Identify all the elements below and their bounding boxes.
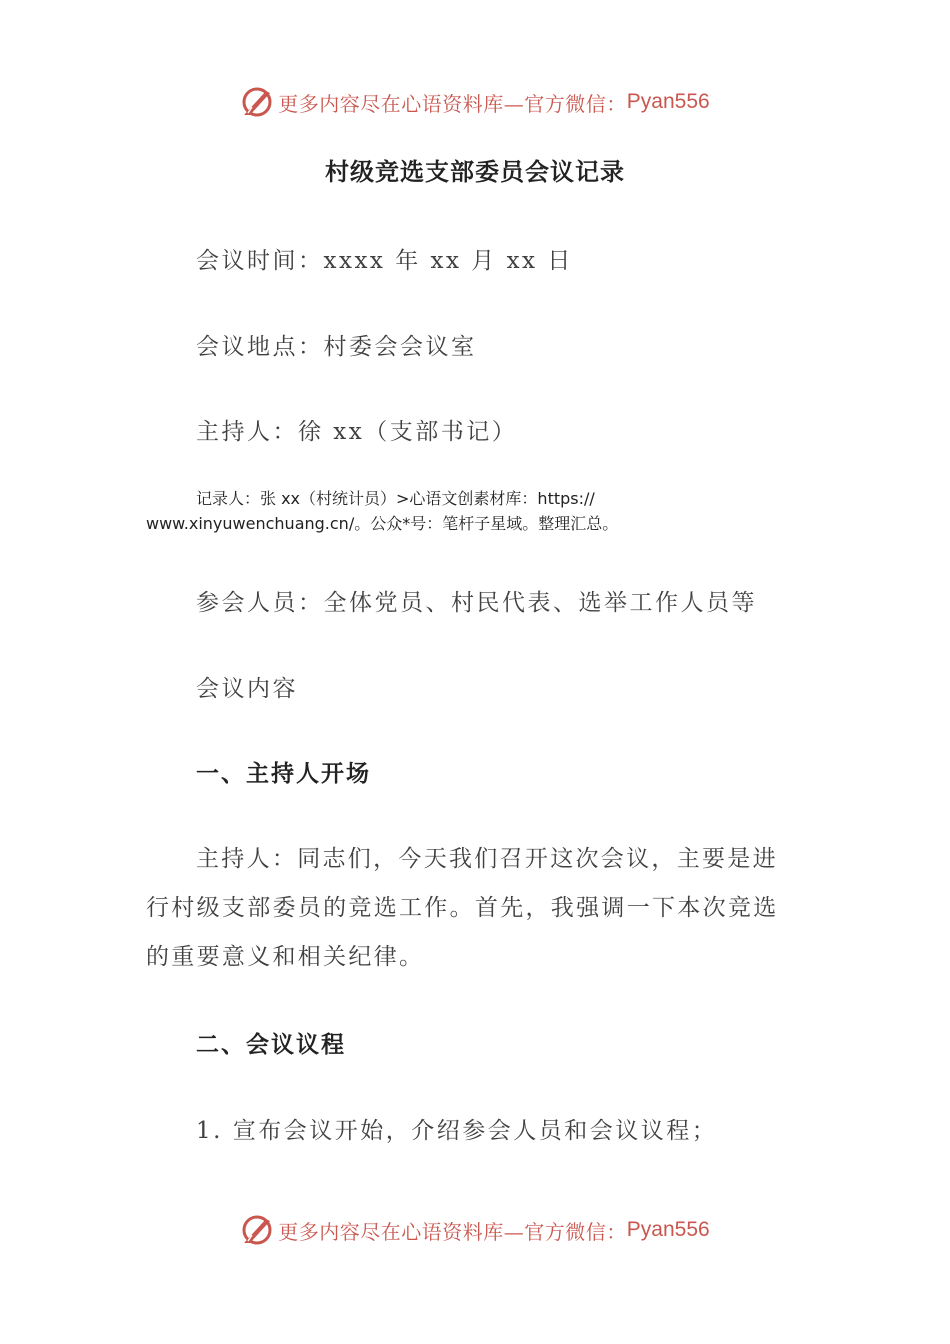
content-label: 会议内容 <box>196 676 298 702</box>
meeting-place: 会议地点：村委会会议室 <box>196 334 477 360</box>
wechat-id: Pyan556 <box>626 90 710 113</box>
wechat-id: Pyan556 <box>626 1218 710 1241</box>
quill-logo-icon <box>240 85 274 119</box>
meeting-host: 主持人：徐 xx（支部书记） <box>196 419 518 445</box>
paragraph-line: 的重要意义和相关纪律。 <box>146 944 425 970</box>
attendees: 参会人员：全体党员、村民代表、选举工作人员等 <box>196 590 757 616</box>
recorder-line-2: www.xinyuwenchuang.cn/。公众*号：笔杆子星域。整理汇总。 <box>146 514 619 533</box>
page-title: 村级竞选支部委员会议记录 <box>325 158 625 186</box>
paragraph-line: 主持人：同志们，今天我们召开这次会议，主要是进 <box>196 846 778 872</box>
section-1-paragraph <box>146 835 796 982</box>
section-1-heading: 一、主持人开场 <box>196 761 371 787</box>
recorder-line-1: 记录人：张 xx（村统计员）>心语文创素材库：https:// <box>196 489 595 508</box>
paragraph-line: 行村级支部委员的竞选工作。首先，我强调一下本次竞选 <box>146 895 779 921</box>
agenda-item-1: 1. 宣布会议开始，介绍参会人员和会议议程； <box>196 1118 718 1144</box>
brand-text: 更多内容尽在心语资料库—官方微信： <box>278 91 627 116</box>
section-2-heading: 二、会议议程 <box>196 1032 346 1058</box>
recorder-note <box>146 486 746 536</box>
meeting-time: 会议时间：xxxx 年 xx 月 xx 日 <box>196 248 573 274</box>
footer-banner <box>0 1210 950 1250</box>
quill-logo-icon <box>240 1213 274 1247</box>
header-banner <box>0 82 950 122</box>
brand-text: 更多内容尽在心语资料库—官方微信： <box>278 1219 627 1244</box>
